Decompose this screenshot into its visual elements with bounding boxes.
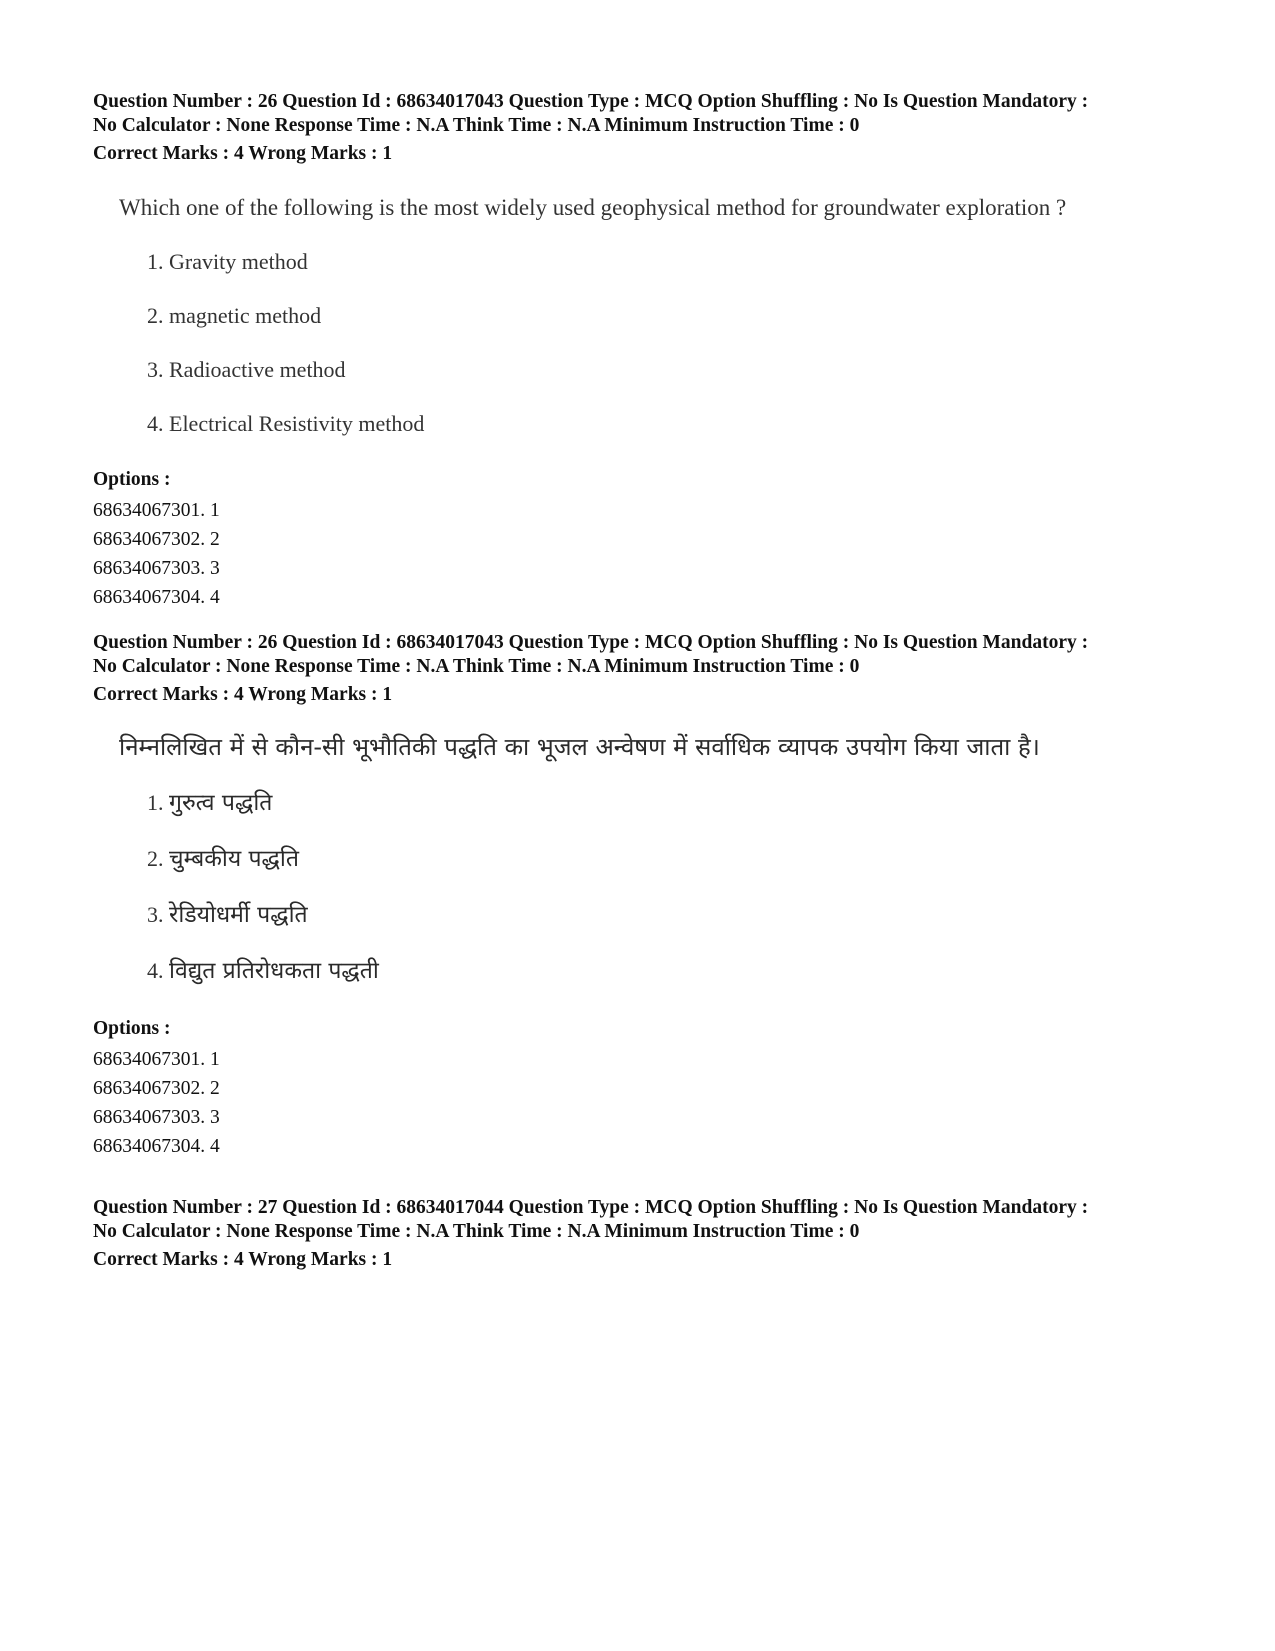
question-block-27 (93, 1196, 1203, 1272)
choice-text: विद्युत प्रतिरोधकता पद्धती (169, 958, 379, 984)
options-list (93, 1045, 1203, 1161)
question-block-26-english (93, 90, 1203, 612)
question-marks-line: Correct Marks : 4 Wrong Marks : 1 (93, 143, 393, 164)
option-id-item: 68634067302. 2 (93, 1078, 220, 1099)
options-section (93, 1017, 1203, 1161)
choice-number: 1. (147, 249, 164, 274)
question-text: निम्नलिखित में से कौन-सी भूभौतिकी पद्धति का भूजल अन्वेषण में सर्वाधिक व्यापक उपयोग किया जाता है। (119, 733, 1040, 761)
choice-item (147, 899, 1203, 931)
choice-text: Electrical Resistivity method (169, 411, 425, 436)
question-marks-line: Correct Marks : 4 Wrong Marks : 1 (93, 684, 393, 705)
choice-number: 1. (147, 790, 164, 815)
choice-item (147, 248, 1203, 276)
choice-number: 3. (147, 357, 164, 382)
question-meta-line-1: Question Number : 27 Question Id : 68634017044 Question Type : MCQ Option Shuffling : No Is Question Mandatory : (93, 1197, 1089, 1218)
question-image (119, 731, 1203, 987)
options-list (93, 496, 1203, 612)
choice-number: 2. (147, 303, 164, 328)
choice-text: रेडियोधर्मी पद्धति (169, 902, 308, 928)
options-label: Options : (93, 1018, 171, 1039)
question-meta-line-2: No Calculator : None Response Time : N.A Think Time : N.A Minimum Instruction Time : 0 (93, 115, 860, 136)
question-marks-line: Correct Marks : 4 Wrong Marks : 1 (93, 1249, 393, 1270)
choice-text: गुरुत्व पद्धति (169, 790, 273, 816)
choice-text: magnetic method (169, 303, 322, 328)
question-meta-line-1: Question Number : 26 Question Id : 68634017043 Question Type : MCQ Option Shuffling : No Is Question Mandatory : (93, 91, 1089, 112)
choice-list (119, 248, 1203, 438)
choice-item (147, 843, 1203, 875)
choice-number: 3. (147, 902, 164, 927)
choice-number: 4. (147, 411, 164, 436)
choice-text: Gravity method (169, 249, 308, 274)
option-id-item: 68634067304. 4 (93, 587, 220, 608)
choice-number: 2. (147, 846, 164, 871)
question-meta-line-2: No Calculator : None Response Time : N.A Think Time : N.A Minimum Instruction Time : 0 (93, 1221, 860, 1242)
question-meta-line-2: No Calculator : None Response Time : N.A Think Time : N.A Minimum Instruction Time : 0 (93, 656, 860, 677)
question-image (119, 194, 1203, 438)
choice-list (119, 787, 1203, 987)
option-id-item: 68634067301. 1 (93, 500, 220, 521)
choice-item (147, 302, 1203, 330)
option-id-item: 68634067301. 1 (93, 1049, 220, 1070)
choice-item (147, 787, 1203, 819)
option-id-item: 68634067303. 3 (93, 1107, 220, 1128)
choice-item (147, 356, 1203, 384)
option-id-item: 68634067302. 2 (93, 529, 220, 550)
choice-number: 4. (147, 958, 164, 983)
question-meta-line-1: Question Number : 26 Question Id : 68634017043 Question Type : MCQ Option Shuffling : No Is Question Mandatory : (93, 632, 1089, 653)
question-text: Which one of the following is the most widely used geophysical method for groundwater exploration ? (119, 195, 1067, 220)
options-label: Options : (93, 469, 171, 490)
option-id-item: 68634067303. 3 (93, 558, 220, 579)
choice-text: चुम्बकीय पद्धति (169, 846, 299, 872)
option-id-item: 68634067304. 4 (93, 1136, 220, 1157)
question-block-26-hindi (93, 631, 1203, 1161)
options-section (93, 468, 1203, 612)
choice-text: Radioactive method (169, 357, 346, 382)
choice-item (147, 955, 1203, 987)
choice-item (147, 410, 1203, 438)
